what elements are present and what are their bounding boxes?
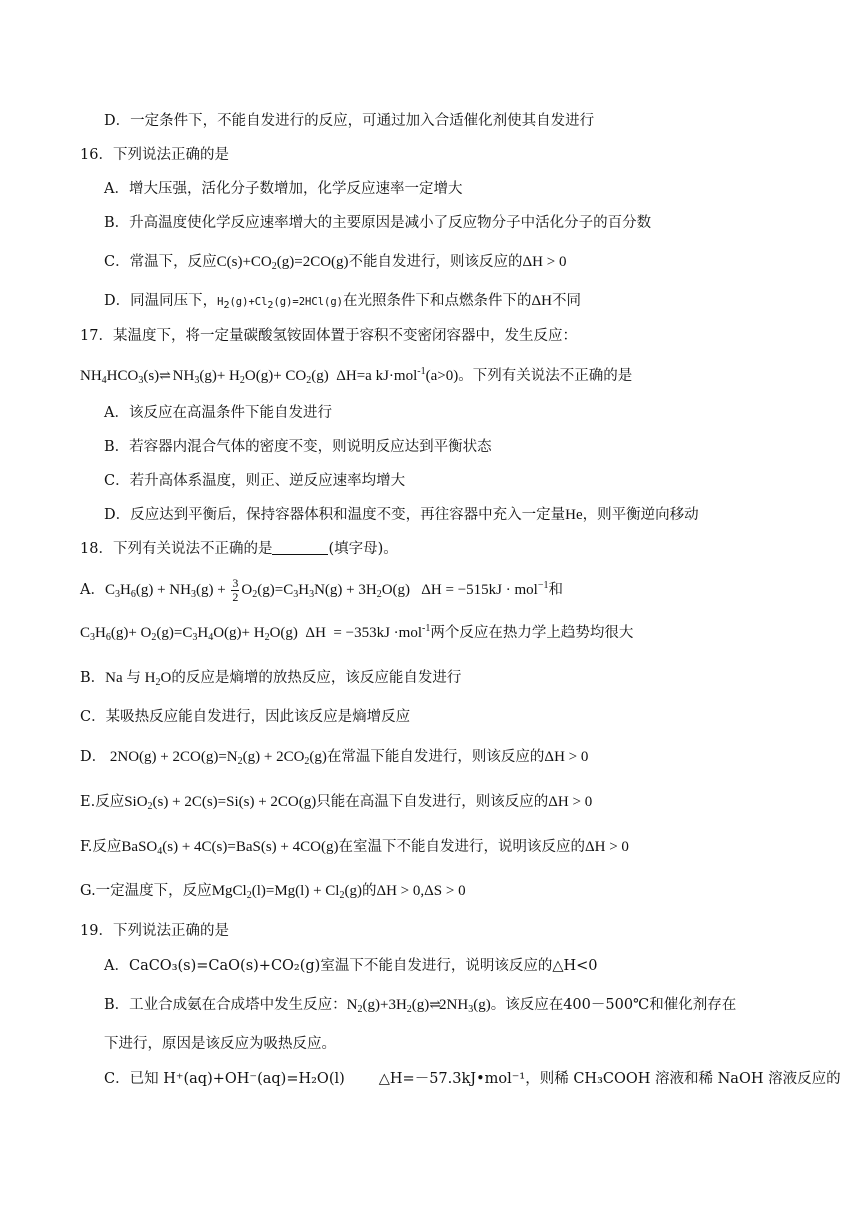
q17-option-d: D．反应达到平衡后，保持容器体积和温度不变，再往容器中充入一定量He，则平衡逆向移动 bbox=[104, 507, 699, 523]
q15-option-d: D．一定条件下，不能自发进行的反应，可通过加入合适催化剂使其自发进行 bbox=[104, 113, 595, 129]
q17-equation: $NH_4HCO_3(s)\rightleftharpoons$ $NH_3(g)+ H_2O(g)+ CO_2(g)$ ΔH=a kJ·mol$^{-1}$(a>0) bbox=[80, 366, 459, 386]
q17-option-b: B．若容器内混合气体的密度不变，则说明反应达到平衡状态 bbox=[104, 439, 492, 455]
q16-option-c: C．常温下，反应$C(s)+CO_2(g)=2CO(g)$不能自发进行，则该反应的ΔH > 0 bbox=[104, 254, 567, 272]
q19-option-b: B．工业合成氨在合成塔中发生反应：$N_2(g)+3H_2(g)\rightleftharpoons 2NH_3(g)$。该反应在400－500℃和催化剂存在 bbox=[104, 997, 737, 1015]
q18-a-equation-2: $C_3H_6(g)+ O_2(g)=C_3H_4O(g)+ H_2O(g) \Delta H = -353kJ \cdot mol^{-1}$ bbox=[80, 623, 431, 643]
q16-option-d: D．同温同压下，$H_2(g)+Cl_2(g)=2HCl(g)$在光照条件下和点燃条件下的ΔH不同 bbox=[104, 293, 581, 311]
q17-stem: 17．某温度下，将一定量碳酸氢铵固体置于容积不变密闭容器中，发生反应： bbox=[80, 328, 577, 344]
q18-option-c: C．某吸热反应能自发进行，因此该反应是熵增反应 bbox=[80, 709, 411, 725]
q18-d-equation: $2NO(g) + 2CO(g)=N_2(g) + 2CO_2(g)$ bbox=[106, 749, 327, 767]
q18-f-equation: BaSO$_4$(s) + 4C(s)=BaS(s) + 4CO(g) bbox=[121, 839, 339, 857]
q19-stem: 19．下列说法正确的是 bbox=[80, 923, 229, 939]
q18-stem: 18．下列有关说法不正确的是 (填字母)。 bbox=[80, 541, 398, 557]
q16-c-condition: ΔH > 0 bbox=[522, 254, 567, 270]
q18-a-equation-1: $C_3H_6(g) + NH_3(g)$ + $\frac{3}{2}$ $O_2(g)=C_3H_3N(g) + 3H_2O(g) \Delta H = -515kJ \cdot mol^{-1}$ bbox=[104, 576, 549, 604]
q16-option-a: A．增大压强，活化分子数增加，化学反应速率一定增大 bbox=[104, 181, 463, 197]
answer-blank bbox=[272, 540, 328, 555]
q16-d-equation: $H_2(g)+Cl_2(g)=2HCl(g)$ bbox=[217, 296, 343, 311]
q17-option-c: C．若升高体系温度，则正、逆反应速率均增大 bbox=[104, 473, 406, 489]
q19-option-a: A．CaCO₃(s)=CaO(s)+CO₂(g)室温下不能自发进行，说明该反应的△H<0 bbox=[104, 958, 598, 974]
q19-b-equation: $N_2(g)+3H_2(g)\rightleftharpoons 2NH_3(g)$ bbox=[346, 997, 491, 1015]
q18-option-g: G.一定温度下，反应MgCl$_2$(l)=Mg(l) + $Cl_2(g)$的ΔH > 0,ΔS > 0 bbox=[80, 883, 466, 901]
q18-option-e: E.反应SiO$_2$(s) + 2C(s)=Si(s) + 2CO(g)只能在高温下自发进行，则该反应的ΔH > 0 bbox=[80, 794, 593, 812]
q19-option-b-cont: 下进行，原因是该反应为吸热反应。 bbox=[104, 1036, 336, 1052]
q18-e-equation: SiO$_2$(s) + 2C(s)=Si(s) + 2CO(g) bbox=[124, 794, 317, 812]
q17-option-a: A．该反应在高温条件下能自发进行 bbox=[104, 405, 332, 421]
q18-g-equation: MgCl$_2$(l)=Mg(l) + $Cl_2(g)$ bbox=[211, 883, 362, 901]
q16-option-b: B．升高温度使化学反应速率增大的主要原因是减小了反应物分子中活化分子的百分数 bbox=[104, 215, 652, 231]
q18-option-a: A．$C_3H_6(g) + NH_3(g)$ + $\frac{3}{2}$ $O_2(g)=C_3H_3N(g) + 3H_2O(g) \Delta H = -515kJ \cdot mol^{-1}$和 bbox=[80, 576, 563, 604]
q18-option-f: F.反应BaSO$_4$(s) + 4C(s)=BaS(s) + 4CO(g)在室温下不能自发进行，说明该反应的ΔH > 0 bbox=[80, 839, 629, 857]
q18-option-d: D． $2NO(g) + 2CO(g)=N_2(g) + 2CO_2(g)$在常温下能自发进行，则该反应的ΔH > 0 bbox=[80, 749, 589, 767]
q18-option-b: B．Na 与 $H_2O$的反应是熵增的放热反应，该反应能自发进行 bbox=[80, 670, 462, 688]
q18-option-a-cont: $C_3H_6(g)+ O_2(g)=C_3H_4O(g)+ H_2O(g) \Delta H = -353kJ \cdot mol^{-1}$两个反应在热力学上趋势均很大 bbox=[80, 623, 634, 643]
q17-equation-line: $NH_4HCO_3(s)\rightleftharpoons$ $NH_3(g)+ H_2O(g)+ CO_2(g)$ ΔH=a kJ·mol$^{-1}$(a>0)。下列有关说法不正确的是 bbox=[80, 366, 633, 386]
q16-stem: 16．下列说法正确的是 bbox=[80, 147, 229, 163]
q19-option-c: C．已知 H⁺(aq)+OH⁻(aq)=H₂O(l) △H=－57.3kJ•mol⁻¹，则稀 CH₃COOH 溶液和稀 NaOH 溶液反应的 bbox=[104, 1071, 841, 1087]
q16-c-equation: $C(s)+CO_2(g)=2CO(g)$ bbox=[216, 254, 349, 272]
